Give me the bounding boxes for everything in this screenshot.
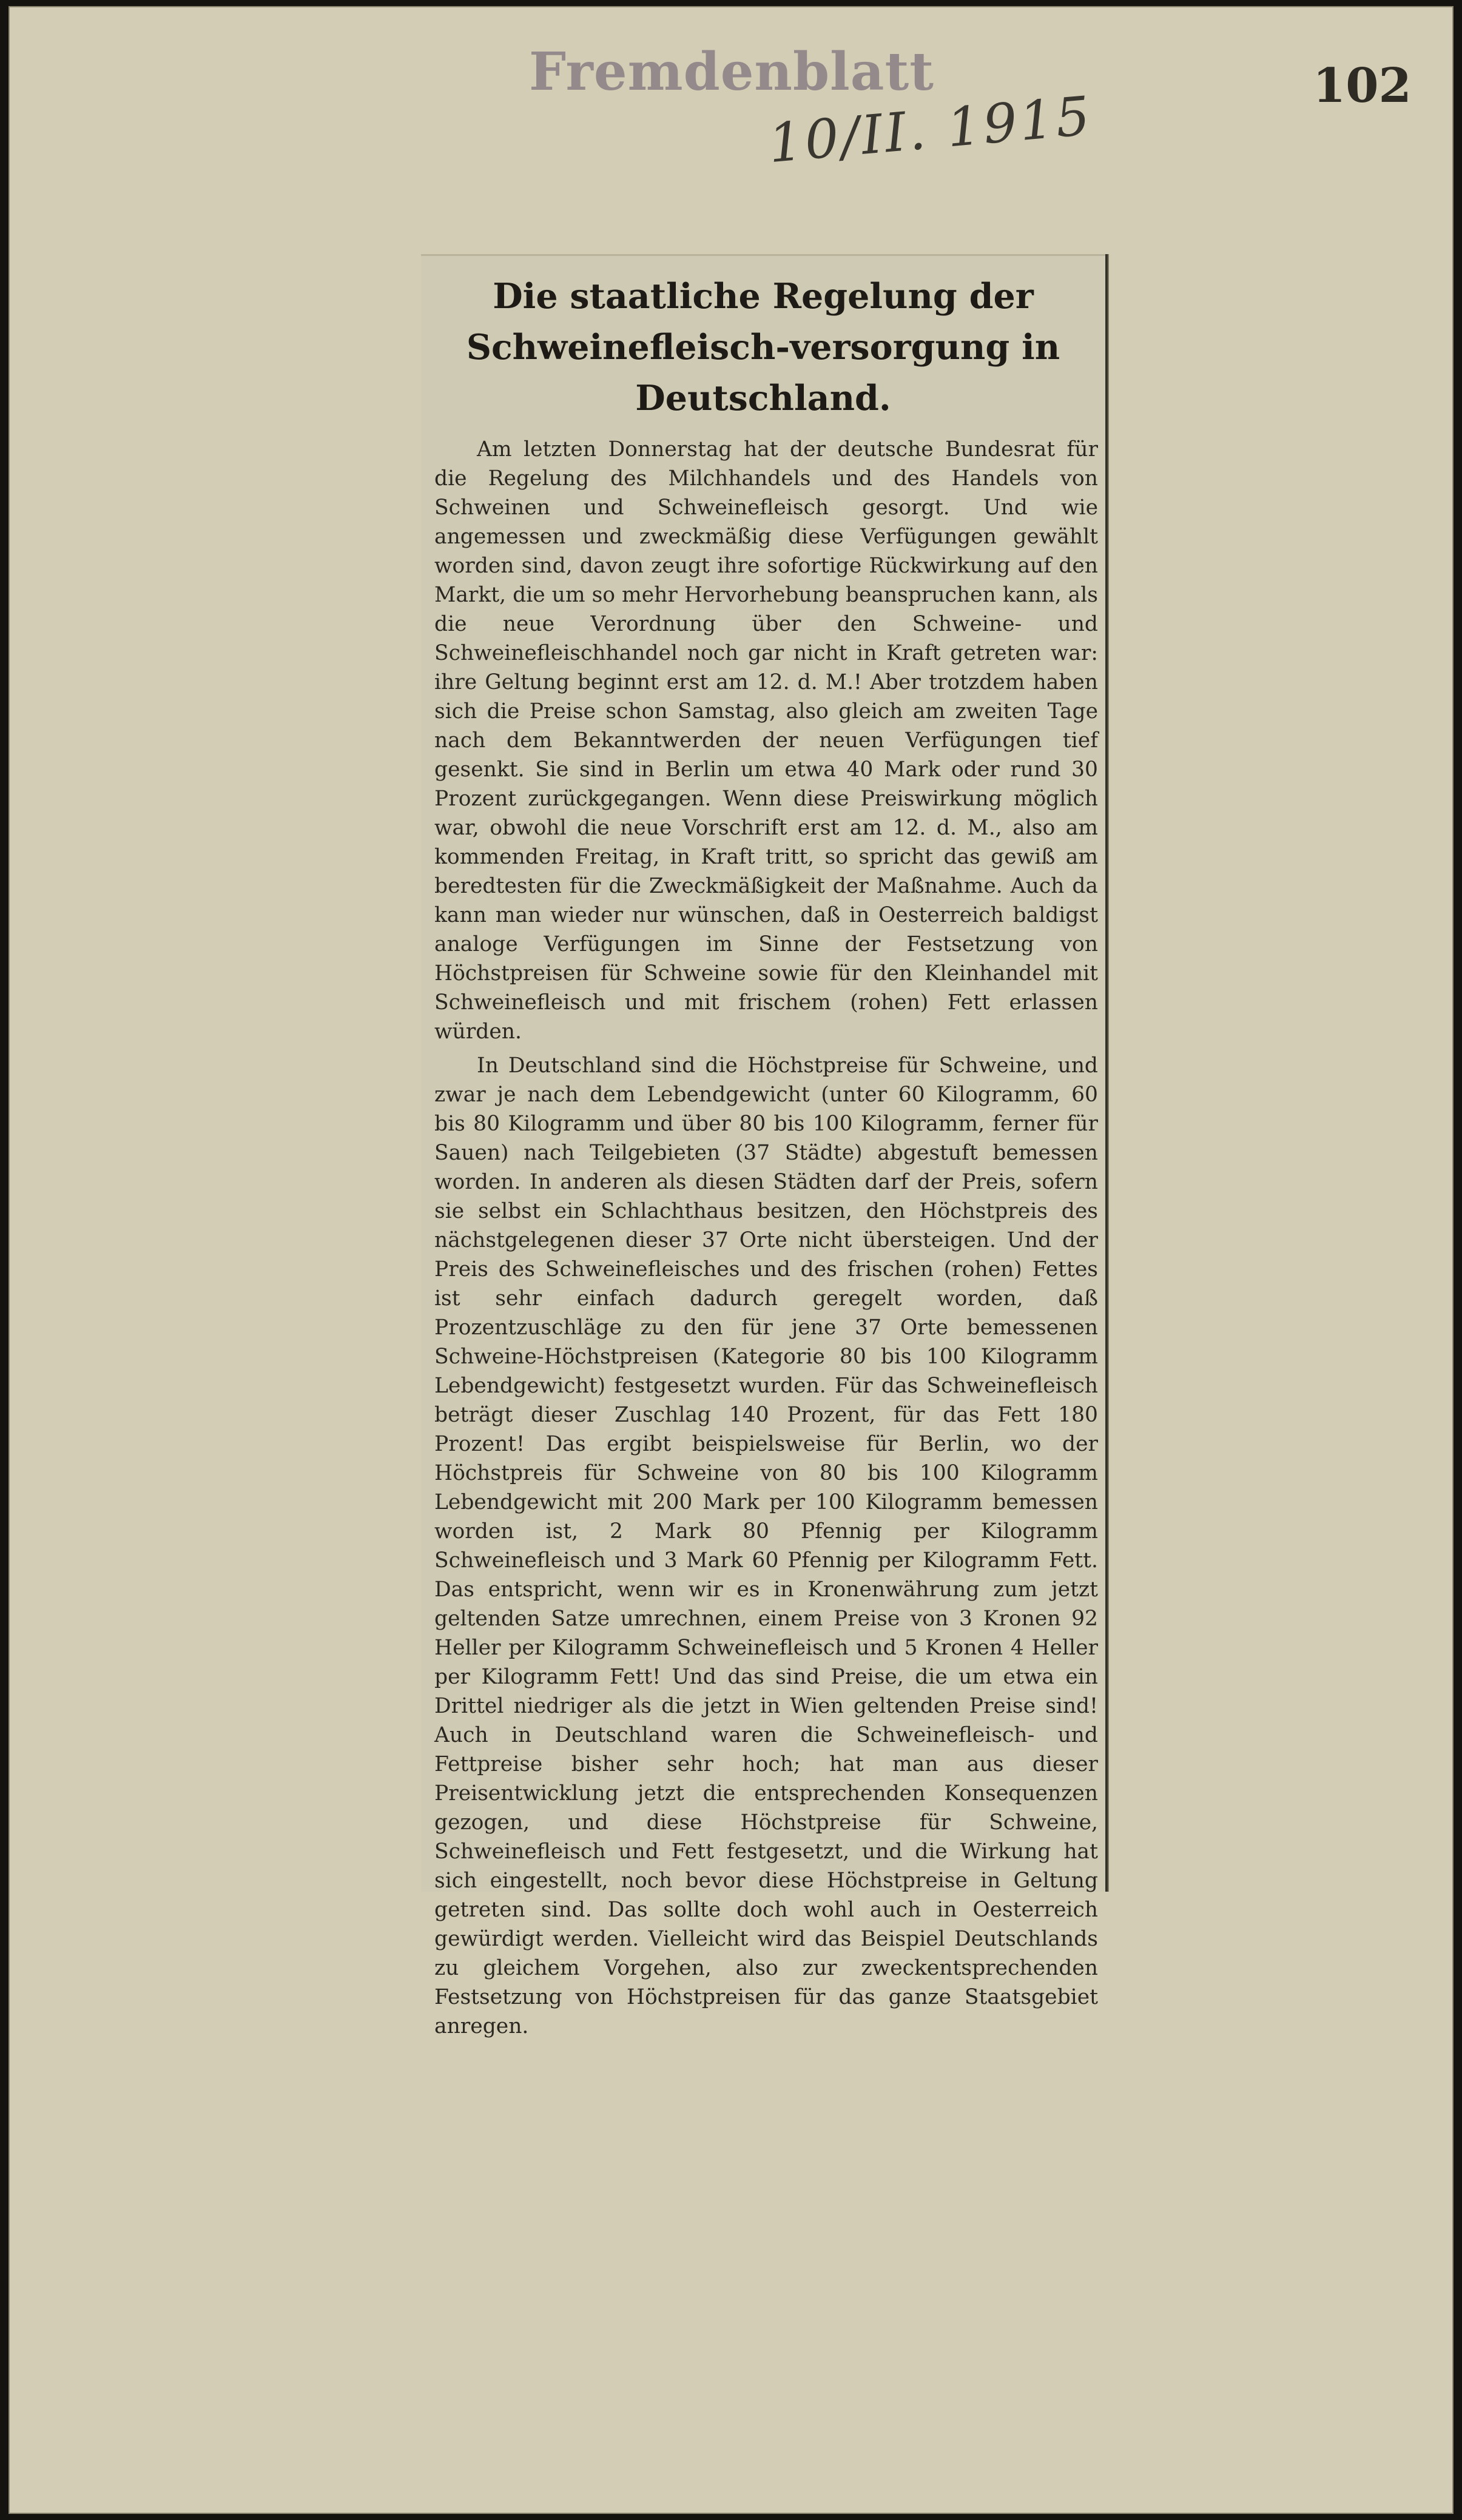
newspaper-source-stamp: Fremdenblatt (529, 41, 934, 102)
newspaper-clipping (421, 254, 1108, 2038)
archive-page (8, 6, 1454, 2514)
clipping-edge (421, 254, 1105, 256)
article-body (434, 435, 1098, 2041)
page-number: 102 (1313, 58, 1412, 113)
article-title: Die staatliche Regelung der Schweinefleisch-versorgung in Deutschland. (466, 276, 1060, 418)
article-paragraph-1: Am letzten Donnerstag hat der deutsche Bundesrat für die Regelung des Milchhandels und des Handels von Schweinen und Schweinefleisch gesorgt. Und wie angemessen und zweckmäßig diese Verfügungen gewählt worden sind, davon zeugt ihre sofortige Rückwirkung auf den Markt, die um so mehr Hervorhebung beanspruchen kann, als die neue Verordnung über den Schweine- und Schweinefleischhandel noch gar nicht in Kraft getreten war: ihre Geltung beginnt erst am 12. d. M.! Aber trotzdem haben sich die Preise schon Samstag, also gleich am zweiten Tage nach dem Bekanntwerden der neuen Verfügungen tief gesenkt. Sie sind in Berlin um etwa 40 Mark oder rund 30 Prozent zurückgegangen. Wenn diese Preiswirkung möglich war, obwohl die neue Vorschrift erst am 12. d. M., also am kommenden Freitag, in Kraft tritt, so spricht das gewiß am beredtesten für die Zweckmäßigkeit der Maßnahme. Auch da kann man wieder nur wünschen, daß in Oesterreich baldigst analoge Verfügungen im Sinne der Festsetzung von Höchstpreisen für Schweine sowie für den Kleinhandel mit Schweinefleisch und mit frischem (rohen) Fett erlassen würden. (434, 437, 1098, 1044)
handwritten-date: 10/II. 1915 (766, 84, 1095, 175)
article-paragraph-2: In Deutschland sind die Höchstpreise für Schweine, und zwar je nach dem Lebendgewicht (unter 60 Kilogramm, 60 bis 80 Kilogramm und über 80 bis 100 Kilogramm, ferner für Sauen) nach Teilgebieten (37 Städte) abgestuft bemessen worden. In anderen als diesen Städten darf der Preis, sofern sie selbst ein Schlachthaus besitzen, den Höchstpreis des nächstgelegenen dieser 37 Orte nicht übersteigen. Und der Preis des Schweinefleisches und des frischen (rohen) Fettes ist sehr einfach dadurch geregelt worden, daß Prozentzuschläge zu den für jene 37 Orte bemessenen Schweine-Höchstpreisen (Kategorie 80 bis 100 Kilogramm Lebendgewicht) festgesetzt wurden. Für das Schweinefleisch beträgt dieser Zuschlag 140 Prozent, für das Fett 180 Prozent! Das ergibt beispielsweise für Berlin, wo der Höchstpreis für Schweine von 80 bis 100 Kilogramm Lebendgewicht mit 200 Mark per 100 Kilogramm bemessen worden ist, 2 Mark 80 Pfennig per Kilogramm Schweinefleisch und 3 Mark 60 Pfennig per Kilogramm Fett. Das entspricht, wenn wir es in Kronenwährung zum jetzt geltenden Satze umrechnen, einem Preise von 3 Kronen 92 Heller per Kilogramm Schweinefleisch und 5 Kronen 4 Heller per Kilogramm Fett! Und das sind Preise, die um etwa ein Drittel niedriger als die jetzt in Wien geltenden Preise sind! Auch in Deutschland waren die Schweinefleisch- und Fettpreise bisher sehr hoch; hat man aus dieser Preisentwicklung jetzt die entsprechenden Konsequenzen gezogen, und diese Höchstpreise für Schweine, Schweinefleisch und Fett festgesetzt, und die Wirkung hat sich eingestellt, noch bevor diese Höchstpreise in Geltung getreten sind. Das sollte doch wohl auch in Oesterreich gewürdigt werden. Vielleicht wird das Beispiel Deutschlands zu gleichem Vorgehen, also zur zweckentsprechenden Festsetzung von Höchstpreisen für das ganze Staatsgebiet anregen. (434, 1053, 1098, 2038)
